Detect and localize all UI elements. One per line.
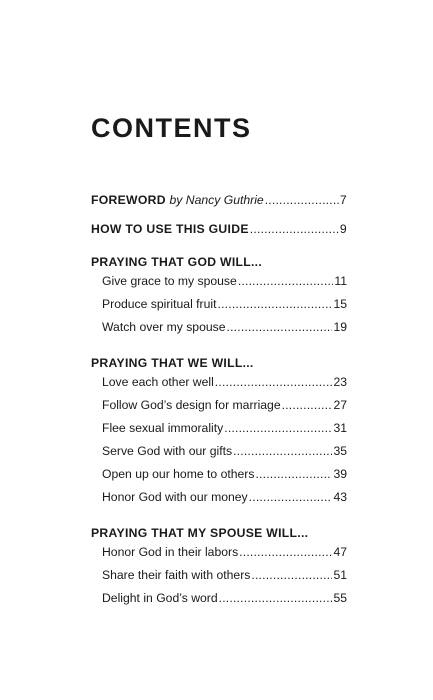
dot-leader <box>239 545 332 559</box>
toc-entry <box>91 421 347 444</box>
toc-page-number: 51 <box>333 568 347 582</box>
toc-entry <box>91 444 347 467</box>
toc-page-number: 43 <box>333 490 347 504</box>
toc-entry <box>91 274 347 297</box>
toc-page-number: 19 <box>333 320 347 334</box>
toc-entry-label: Serve God with our gifts <box>102 444 233 458</box>
dot-leader <box>227 320 333 334</box>
toc-entry-label: Give grace to my spouse <box>102 274 237 288</box>
page-title: CONTENTS <box>91 113 252 143</box>
toc-page-number: 39 <box>333 467 347 481</box>
toc-entry-label: Honor God with our money <box>102 490 248 504</box>
toc-entry <box>91 398 347 421</box>
toc-entry <box>91 297 347 320</box>
toc-entry <box>91 568 347 591</box>
toc-page-number: 7 <box>339 193 347 207</box>
toc-page-number: 31 <box>333 421 347 435</box>
section-heading: PRAYING THAT WE WILL... <box>91 356 254 370</box>
dot-leader <box>250 222 339 236</box>
toc-page-number: 55 <box>333 591 347 605</box>
dot-leader <box>217 297 332 311</box>
dot-leader <box>249 490 333 504</box>
table-of-contents <box>91 193 347 614</box>
toc-entry-label: Share their faith with others <box>102 568 251 582</box>
toc-page-number: 9 <box>339 222 347 236</box>
toc-entry-label: Produce spiritual fruit <box>102 297 217 311</box>
toc-page-number: 27 <box>333 398 347 412</box>
toc-entry <box>91 467 347 490</box>
section-heading: PRAYING THAT GOD WILL... <box>91 255 263 269</box>
dot-leader <box>224 421 332 435</box>
toc-entry-label: Love each other well <box>102 375 214 389</box>
dot-leader <box>265 193 339 207</box>
dot-leader <box>238 274 334 288</box>
dot-leader <box>215 375 333 389</box>
dot-leader <box>255 467 332 481</box>
section-heading: PRAYING THAT MY SPOUSE WILL... <box>91 526 309 540</box>
toc-entry-label: Delight in God’s word <box>102 591 218 605</box>
toc-entry-how-to-use <box>91 222 347 245</box>
toc-page-number: 47 <box>333 545 347 559</box>
toc-page-number: 11 <box>334 274 347 288</box>
dot-leader <box>282 398 333 412</box>
toc-entry-label: Flee sexual immorality <box>102 421 224 435</box>
toc-page-number: 15 <box>333 297 347 311</box>
toc-entry-label: FOREWORD by Nancy Guthrie <box>91 193 264 207</box>
toc-entry <box>91 375 347 398</box>
foreword-byline: by Nancy Guthrie <box>169 193 264 207</box>
dot-leader <box>219 591 333 605</box>
toc-page-number: 23 <box>333 375 347 389</box>
toc-page-number: 35 <box>333 444 347 458</box>
toc-entry-label: Open up our home to others <box>102 467 255 481</box>
toc-entry-label: HOW TO USE THIS GUIDE <box>91 222 249 236</box>
toc-entry-label: Follow God’s design for marriage <box>102 398 281 412</box>
toc-entry-label: Honor God in their labors <box>102 545 239 559</box>
dot-leader <box>251 568 332 582</box>
toc-entry <box>91 320 347 343</box>
dot-leader <box>233 444 332 458</box>
toc-entry-label: Watch over my spouse <box>102 320 226 334</box>
toc-entry-foreword <box>91 193 347 216</box>
toc-entry <box>91 490 347 513</box>
toc-entry <box>91 591 347 614</box>
toc-entry <box>91 545 347 568</box>
